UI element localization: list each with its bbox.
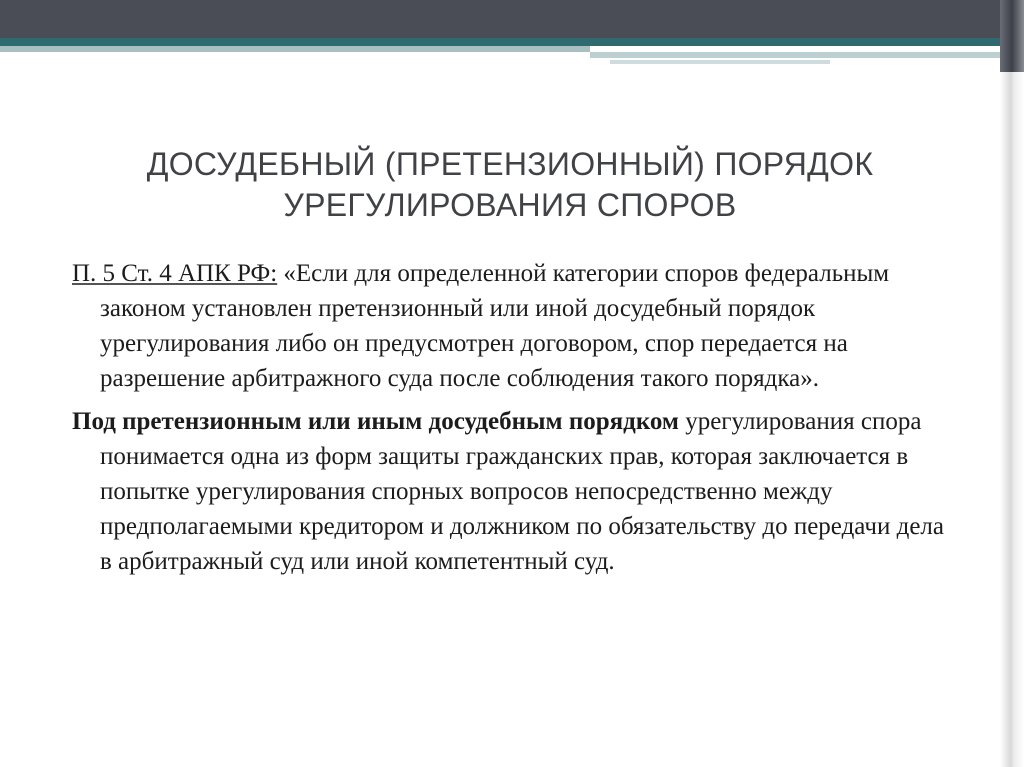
top-light-bar-3 bbox=[610, 60, 830, 64]
right-edge-top bbox=[1000, 0, 1024, 72]
slide-title bbox=[120, 144, 900, 226]
paragraph-1-text: «Если для определенной категории споров федеральным законом установлен претензионный или иной досудебный порядок урегулирования либо он предусмотрен договором, спор передается на разрешение арбитражного суда после соблюдения такого порядка». bbox=[100, 260, 890, 392]
title-line-2: УРЕГУЛИРОВАНИЯ СПОРОВ bbox=[283, 187, 737, 223]
paragraph-2-text: урегулирования спора понимается одна из форм защиты гражданских прав, которая заключается в попытке урегулирования спорных вопросов непосредственно между предполагаемыми кредитором и должником по обязательству до передачи дела в арбитражный суд или иной компетентный суд. bbox=[100, 408, 944, 575]
top-light-bar-2 bbox=[590, 52, 1000, 58]
slide-body bbox=[72, 256, 952, 587]
paragraph-2-bold-lead: Под претензионным или иным досудебным порядком bbox=[72, 408, 679, 435]
top-light-bar bbox=[0, 46, 590, 52]
law-reference: П. 5 Ст. 4 АПК РФ: bbox=[72, 260, 278, 287]
paragraph-1 bbox=[72, 256, 952, 396]
title-line-1: ДОСУДЕБНЫЙ (ПРЕТЕНЗИОННЫЙ) ПОРЯДОК bbox=[146, 146, 874, 182]
paragraph-2 bbox=[72, 404, 952, 579]
top-teal-bar bbox=[0, 38, 1000, 46]
top-dark-bar bbox=[0, 0, 1000, 40]
right-edge-shadow bbox=[1000, 0, 1024, 767]
